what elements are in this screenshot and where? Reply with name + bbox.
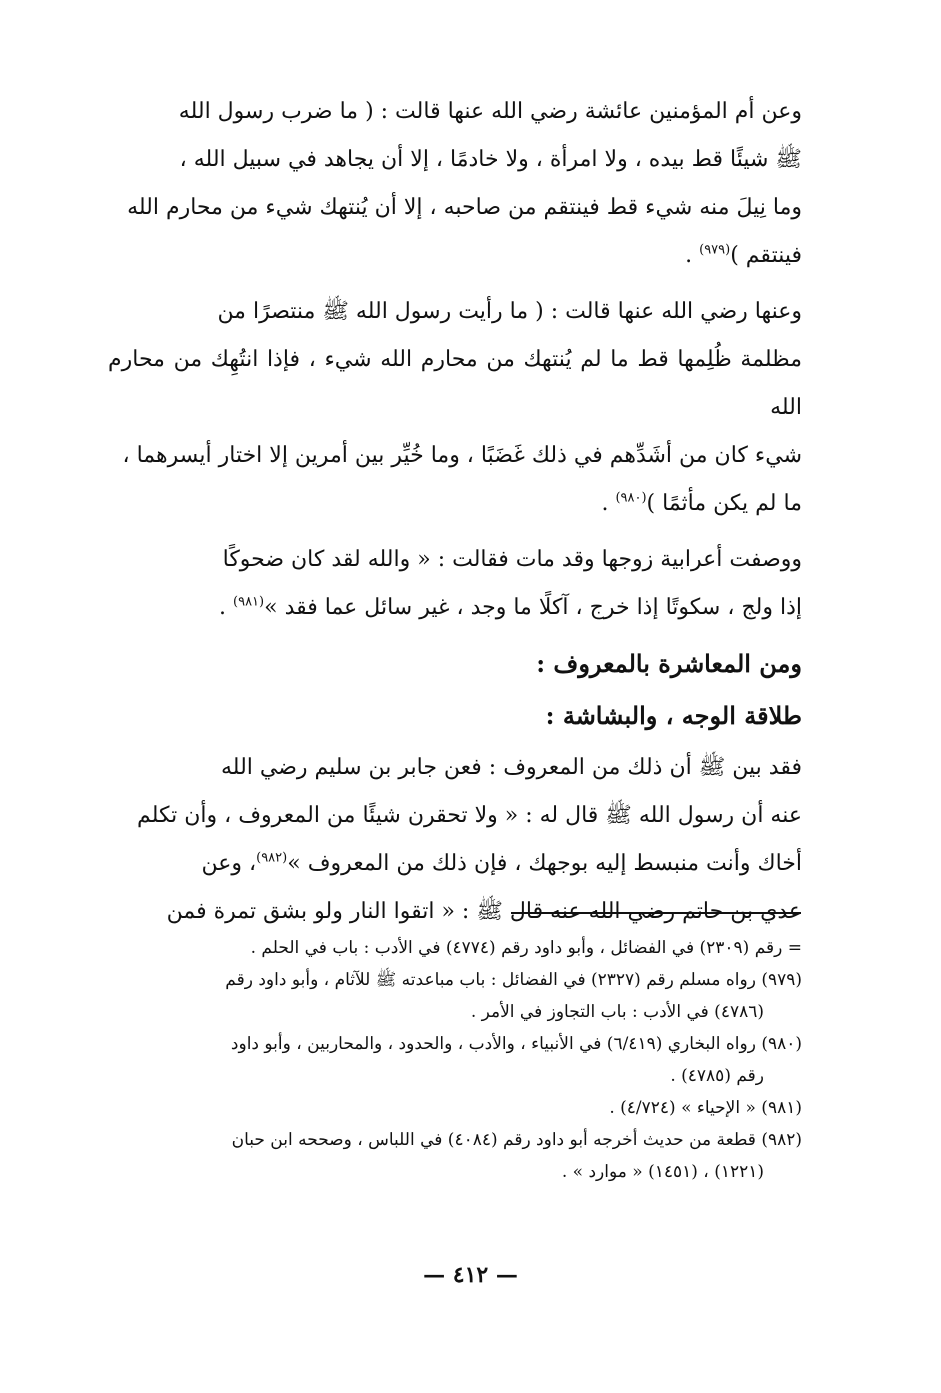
footnote-980 [108,1028,802,1092]
paragraph-smiling-face [108,744,802,936]
footnote-text: (٩٧٩) رواه مسلم رقم (٢٣٢٧) في الفضائل : باب مباعدته ﷺ للآثام ، وأبو داود رقم [225,970,802,990]
footnote-982 [108,1124,802,1188]
text-line [108,584,802,632]
text-line: وعنها رضي الله عنها قالت : ( ما رأيت رسول الله ﷺ منتصرًا من [217,299,802,324]
text-line: عدي بن حاتم رضي الله عنه قال ﷺ : « اتقوا النار ولو بشق تمرة فمن [166,899,802,924]
subsection-heading: طلاقة الوجه ، والبشاشة : [545,701,802,730]
text-line [108,840,802,888]
footnote-continued [108,932,802,964]
line-text: ما لم يكن مأثمًا ) [646,491,802,516]
line-tail: . [219,595,234,620]
line-text: إذا ولج ، سكوتًا إذا خرج ، آكلًا ما وجد ، غير سائل عما فقد » [264,595,802,620]
page-number: — ٤١٢ — [423,1262,518,1288]
footnote-text: (٩٨١) « الإحياء » (٤/٧٢٤) . [609,1098,802,1118]
line-tail: . [601,491,616,516]
footnote-ref: (٩٨٢) [256,850,288,866]
text-line: وعن أم المؤمنين عائشة رضي الله عنها قالت : ( ما ضرب رسول الله [178,99,802,124]
footnote-text: (٩٨٢) قطعة من حديث أخرجه أبو داود رقم (٤٠٨٤) في اللباس ، وصححه ابن حبان [231,1130,802,1150]
footnote-ref: (٩٨٠) [615,490,647,506]
footnote-ref: (٩٧٩) [699,242,731,258]
text-line: مظلمة ظُلِمها قط ما لم يُنتهك من محارم الله شيء ، فإذا انتُهِك من محارم الله [108,347,802,420]
text-line: فقد بين ﷺ أن ذلك من المعروف : فعن جابر بن سليم رضي الله [220,755,802,780]
line-text: أخاك وأنت منبسط إليه بوجهك ، فإن ذلك من المعروف » [287,851,802,876]
paragraph-aisha-1 [108,88,802,280]
line-tail: . [685,243,700,268]
section-heading: ومن المعاشرة بالمعروف : [536,649,802,678]
footnote-continuation: رقم (٤٧٨٥) . [670,1066,764,1086]
footnote-continuation: (٤٧٨٦) في الأدب : باب التجاوز في الأمر . [470,1002,764,1022]
footnote-ref: (٩٨١) [233,594,265,610]
footnote-continuation: (١٢٢١) ، (١٤٥١) « موارد » . [561,1162,764,1182]
footnote-text: (٩٨٠) رواه البخاري (٦/٤١٩) في الأنبياء ، والأدب ، والحدود ، والمحاربين ، وأبو داود [230,1034,802,1054]
text-line [108,232,802,280]
text-line [108,480,802,528]
footnote-text: = رقم (٢٣٠٩) في الفضائل ، وأبو داود رقم (٤٧٧٤) في الأدب : باب في الحلم . [250,938,802,958]
footnotes [108,932,802,1188]
paragraph-bedouin [108,536,802,632]
text-line: ﷺ شيئًا قط بيده ، ولا امرأة ، ولا خادمًا ، إلا أن يجاهد في سبيل الله ، [179,147,802,172]
line-tail: ، وعن [201,851,257,876]
text-line: وما نِيلَ منه شيء قط فينتقم من صاحبه ، إلا أن يُنتهك شيء من محارم الله [127,195,802,220]
footnote-981 [108,1092,802,1124]
paragraph-aisha-2 [108,288,802,528]
text-line: ووصفت أعرابية زوجها وقد مات فقالت : « والله لقد كان ضحوكًا [222,547,802,572]
text-line: شيء كان من أشَدِّهم في ذلك غَضَبًا ، وما خُيِّر بين أمرين إلا اختار أيسرهما ، [122,443,802,468]
footnote-divider [511,912,801,914]
text-line: عنه أن رسول الله ﷺ قال له : « ولا تحقرن شيئًا من المعروف ، وأن تكلم [137,803,802,828]
main-text [108,88,802,944]
footnote-979 [108,964,802,1028]
line-text: فينتقم ) [730,243,802,268]
